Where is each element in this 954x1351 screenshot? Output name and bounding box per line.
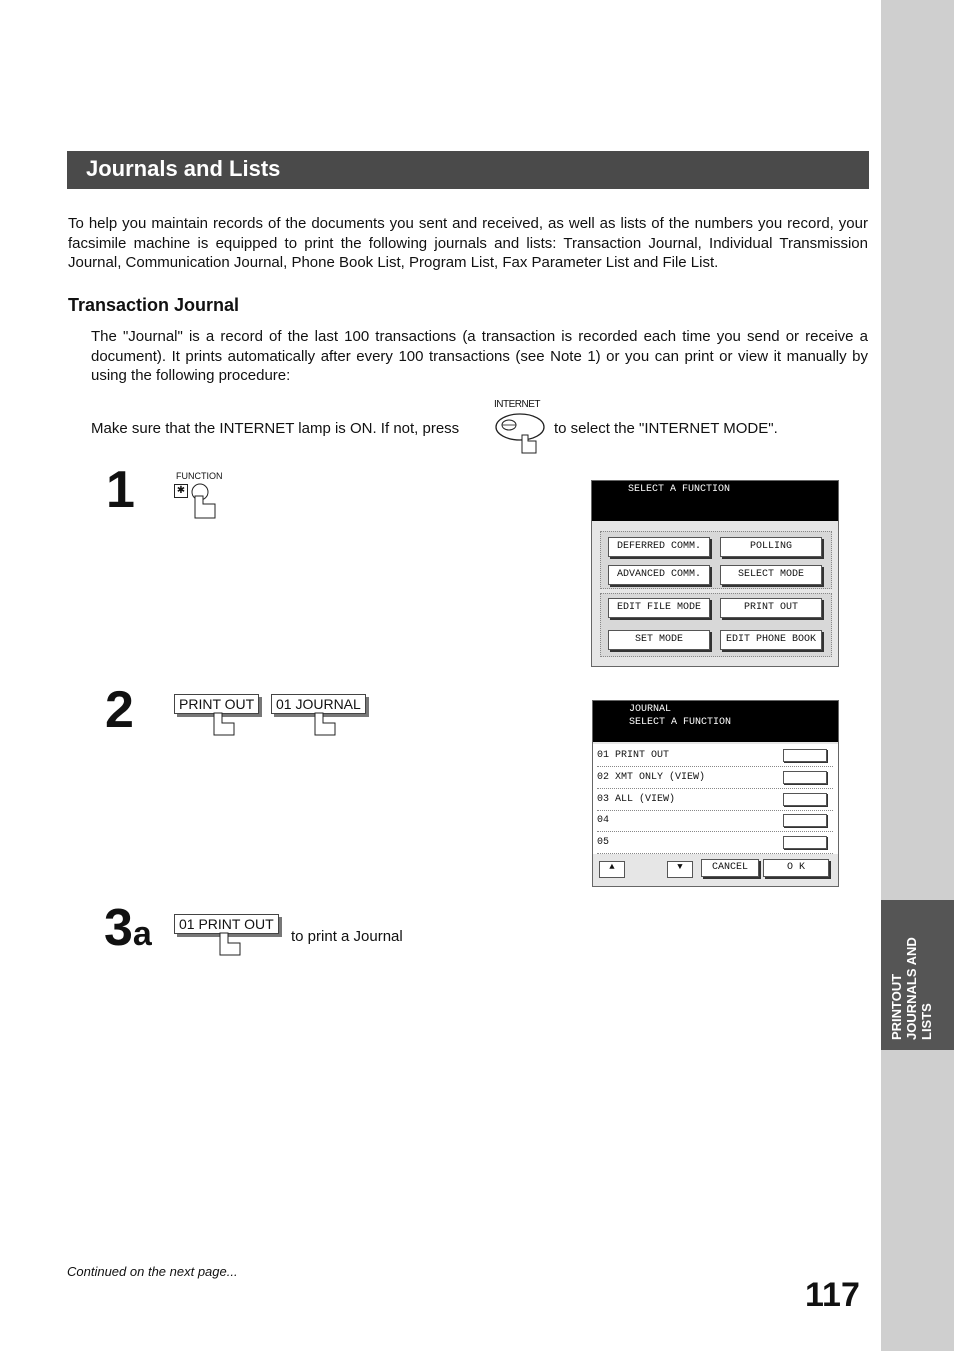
lcd-journal [592,700,839,887]
print-out-button[interactable]: PRINT OUT [720,598,822,618]
hand-press-icon [311,711,337,742]
ok-button[interactable]: O K [763,859,829,877]
journal-option-row[interactable]: 03 ALL (VIEW) [597,789,833,811]
journal-option-row[interactable]: 04 [597,810,833,832]
function-key-label: FUNCTION [176,471,223,481]
scroll-down-icon[interactable]: ▼ [667,861,693,878]
cancel-button[interactable]: CANCEL [701,859,759,877]
select-mode-button[interactable]: SELECT MODE [720,565,822,585]
page-number: 117 [805,1276,860,1314]
asterisk-icon: ✱ [174,484,188,498]
internet-button-icon [494,411,548,461]
chapter-tab [881,900,954,1050]
scroll-up-icon[interactable]: ▲ [599,861,625,878]
print-out-01-key[interactable]: 01 PRINT OUT [174,914,279,934]
step-2-number: 2 [105,681,134,739]
hand-press-icon [210,711,236,742]
edit-file-mode-button[interactable]: EDIT FILE MODE [608,598,710,618]
lcd-select-function [591,480,839,667]
continued-note: Continued on the next page... [67,1264,238,1279]
journal-option-row[interactable]: 02 XMT ONLY (VIEW) [597,767,833,789]
hand-press-icon [189,482,221,522]
step-3a-text: to print a Journal [291,928,403,945]
internet-key[interactable] [494,411,548,466]
lcd-header: SELECT A FUNCTION [592,481,838,521]
advanced-comm-button[interactable]: ADVANCED COMM. [608,565,710,585]
set-mode-button[interactable]: SET MODE [608,630,710,650]
print-out-key[interactable]: PRINT OUT [174,694,259,714]
lcd-header: JOURNAL SELECT A FUNCTION [593,701,838,742]
edit-phone-book-button[interactable]: EDIT PHONE BOOK [720,630,822,650]
internet-instruction-2: to select the "INTERNET MODE". [554,420,778,437]
page-title: Journals and Lists [86,156,281,181]
function-button[interactable] [189,482,221,527]
internet-key-label: INTERNET [494,399,540,410]
section-title-bar [67,151,869,189]
intro-paragraph: To help you maintain records of the documents you sent and received, as well as lists of the numbers you record, your facsimile machine is equipped to print the following journals and lists: Transaction Journal, Individual Transmission Journal, Communication Journal, Phone Book List, Program List, Fax Parameter List and File List. [68,215,868,271]
section-heading: Transaction Journal [68,295,240,315]
journal-key[interactable]: 01 JOURNAL [271,694,366,714]
journal-option-row[interactable]: 05 [597,832,833,854]
journal-option-row[interactable]: 01 PRINT OUT [597,745,833,767]
side-margin-band [881,0,954,1351]
deferred-comm-button[interactable]: DEFERRED COMM. [608,537,710,557]
section-body: The "Journal" is a record of the last 100 transactions (a transaction is recorded each time you send or receive a document). It prints automatically after every 100 transactions (see Note 1) or you can print or view it manually by using the following procedure: [91,328,868,384]
internet-instruction-1: Make sure that the INTERNET lamp is ON. If not, press [91,420,460,437]
polling-button[interactable]: POLLING [720,537,822,557]
chapter-tab-label: PRINTOUT JOURNALS AND LISTS [889,937,934,1040]
step-3a-number: 3a [104,899,152,957]
hand-press-icon [216,931,242,962]
step-1-number: 1 [106,461,135,519]
